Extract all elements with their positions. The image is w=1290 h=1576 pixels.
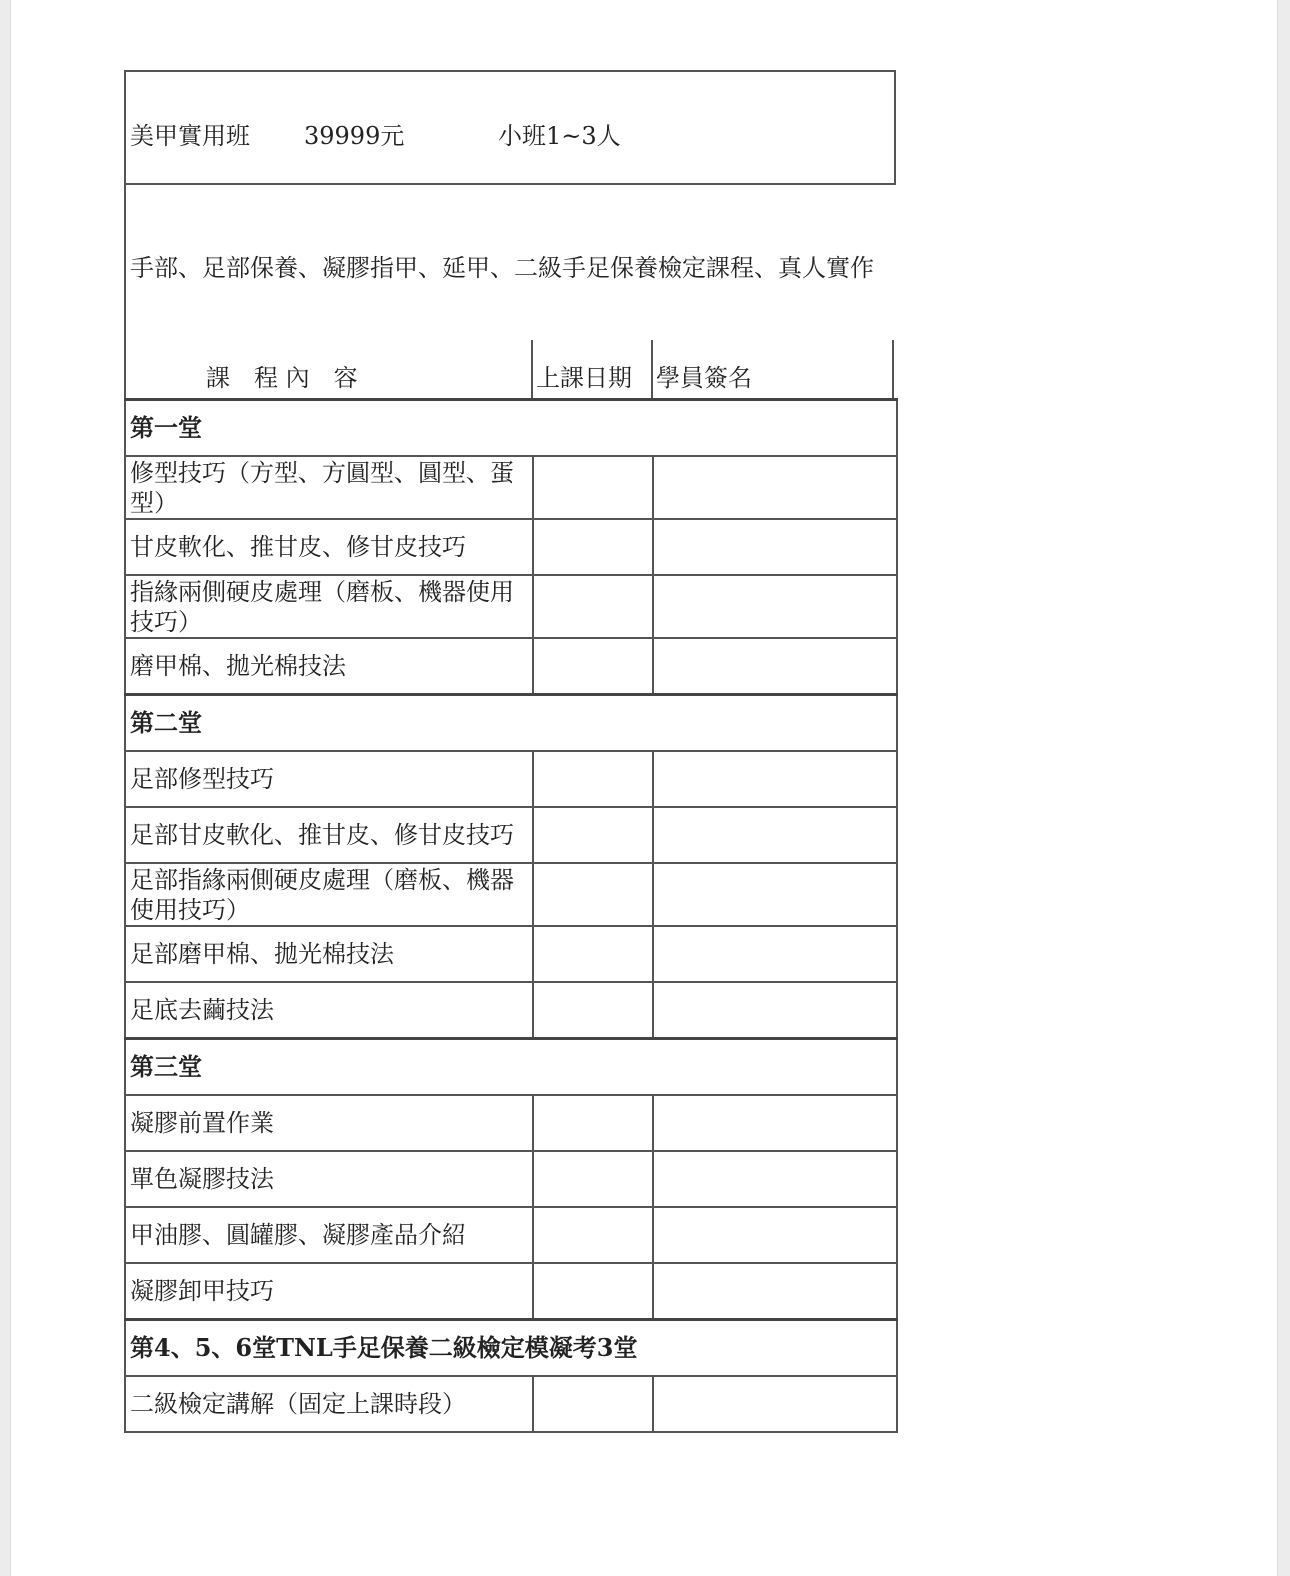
header-divider bbox=[531, 340, 533, 398]
lesson-item: 足部磨甲棉、拋光棉技法 bbox=[125, 926, 533, 982]
date-cell[interactable] bbox=[533, 1207, 653, 1263]
table-row bbox=[125, 1207, 897, 1263]
lesson-item: 二級檢定講解（固定上課時段） bbox=[125, 1376, 533, 1432]
table-row bbox=[125, 863, 897, 926]
lesson-item: 足部指緣兩側硬皮處理（磨板、機器使用技巧） bbox=[125, 863, 533, 926]
lesson-item: 足部修型技巧 bbox=[125, 751, 533, 807]
lesson-item: 磨甲棉、拋光棉技法 bbox=[125, 638, 533, 695]
section-title: 第4、5、6堂TNL手足保養二級檢定模凝考3堂 bbox=[125, 1320, 897, 1377]
table-row bbox=[125, 575, 897, 638]
section-row bbox=[125, 695, 897, 752]
signature-cell[interactable] bbox=[653, 1207, 897, 1263]
table-row bbox=[125, 638, 897, 695]
date-cell[interactable] bbox=[533, 863, 653, 926]
lesson-item: 單色凝膠技法 bbox=[125, 1151, 533, 1207]
signature-cell[interactable] bbox=[653, 807, 897, 863]
signature-cell[interactable] bbox=[653, 1263, 897, 1320]
header-divider bbox=[124, 340, 126, 398]
section-title: 第一堂 bbox=[125, 400, 897, 457]
course-price: 39999元 bbox=[304, 122, 405, 150]
date-cell[interactable] bbox=[533, 1151, 653, 1207]
signature-cell[interactable] bbox=[653, 982, 897, 1039]
lesson-item: 足部甘皮軟化、推甘皮、修甘皮技巧 bbox=[125, 807, 533, 863]
lesson-item: 甲油膠、圓罐膠、凝膠產品介紹 bbox=[125, 1207, 533, 1263]
date-cell[interactable] bbox=[533, 751, 653, 807]
date-cell[interactable] bbox=[533, 1263, 653, 1320]
lesson-item: 凝膠卸甲技巧 bbox=[125, 1263, 533, 1320]
section-row bbox=[125, 1039, 897, 1096]
course-title-box bbox=[124, 70, 896, 185]
header-class-date: 上課日期 bbox=[536, 364, 632, 392]
section-row bbox=[125, 400, 897, 457]
lesson-item: 足底去繭技法 bbox=[125, 982, 533, 1039]
date-cell[interactable] bbox=[533, 575, 653, 638]
table-row bbox=[125, 926, 897, 982]
date-cell[interactable] bbox=[533, 1376, 653, 1432]
table-row bbox=[125, 456, 897, 519]
course-table bbox=[124, 398, 898, 1433]
table-row bbox=[125, 1263, 897, 1320]
table-row bbox=[125, 519, 897, 575]
course-name: 美甲實用班 bbox=[130, 122, 250, 150]
date-cell[interactable] bbox=[533, 926, 653, 982]
lesson-item: 修型技巧（方型、方圓型、圓型、蛋型） bbox=[125, 456, 533, 519]
section-row bbox=[125, 1320, 897, 1377]
table-row bbox=[125, 751, 897, 807]
course-description: 手部、足部保養、凝膠指甲、延甲、二級手足保養檢定課程、真人實作 bbox=[130, 254, 874, 282]
document-page bbox=[10, 0, 1278, 1576]
signature-cell[interactable] bbox=[653, 1376, 897, 1432]
signature-cell[interactable] bbox=[653, 638, 897, 695]
table-row bbox=[125, 807, 897, 863]
header-divider bbox=[651, 340, 653, 398]
signature-cell[interactable] bbox=[653, 1151, 897, 1207]
date-cell[interactable] bbox=[533, 807, 653, 863]
signature-cell[interactable] bbox=[653, 926, 897, 982]
table-row bbox=[125, 1095, 897, 1151]
lesson-item: 甘皮軟化、推甘皮、修甘皮技巧 bbox=[125, 519, 533, 575]
signature-cell[interactable] bbox=[653, 519, 897, 575]
section-title: 第三堂 bbox=[125, 1039, 897, 1096]
table-row bbox=[125, 1151, 897, 1207]
table-header bbox=[124, 340, 894, 398]
signature-cell[interactable] bbox=[653, 751, 897, 807]
lesson-item: 凝膠前置作業 bbox=[125, 1095, 533, 1151]
date-cell[interactable] bbox=[533, 982, 653, 1039]
date-cell[interactable] bbox=[533, 1095, 653, 1151]
table-row bbox=[125, 1376, 897, 1432]
signature-cell[interactable] bbox=[653, 575, 897, 638]
signature-cell[interactable] bbox=[653, 863, 897, 926]
signature-cell[interactable] bbox=[653, 456, 897, 519]
date-cell[interactable] bbox=[533, 456, 653, 519]
header-student-signature: 學員簽名 bbox=[656, 364, 752, 392]
class-size: 小班1~3人 bbox=[498, 122, 621, 150]
date-cell[interactable] bbox=[533, 519, 653, 575]
signature-cell[interactable] bbox=[653, 1095, 897, 1151]
date-cell[interactable] bbox=[533, 638, 653, 695]
lesson-item: 指緣兩側硬皮處理（磨板、機器使用技巧） bbox=[125, 575, 533, 638]
header-course-content: 課 程 內 容 bbox=[206, 364, 358, 392]
table-row bbox=[125, 982, 897, 1039]
section-title: 第二堂 bbox=[125, 695, 897, 752]
header-divider bbox=[892, 340, 894, 398]
